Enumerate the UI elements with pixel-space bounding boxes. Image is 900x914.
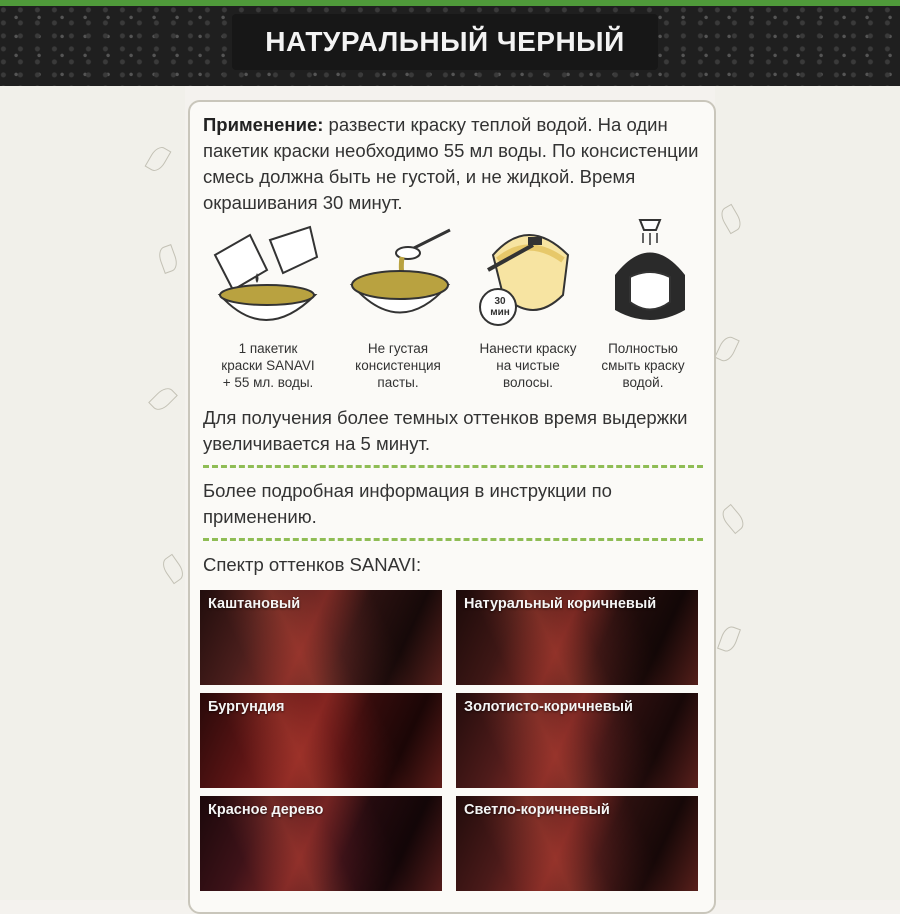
timer-badge: [486, 296, 514, 318]
step-caption-4: Полностью смыть краску водой.: [601, 341, 685, 390]
timer-value: 30: [494, 296, 506, 307]
rinse-hair-icon: [595, 215, 705, 330]
shade-swatch: [456, 796, 698, 891]
shade-swatch: [456, 693, 698, 788]
instructions-text: [203, 112, 703, 216]
instructions-body: развести краску теплой водой. На один пакетик краски необходимо 55 мл воды. По консистенции смесь должна быть не густой, и не жидкой. Время окрашивания 30 минут.: [203, 114, 699, 213]
shade-swatch: [200, 693, 442, 788]
shade-swatch: [200, 590, 442, 685]
shade-name: Золотисто-коричневый: [464, 699, 633, 715]
step-caption-1: 1 пакетик краски SANAVI + 55 мл. воды.: [221, 341, 315, 390]
leaf-icon: [159, 554, 187, 584]
leaf-icon: [717, 624, 741, 654]
darker-shade-note: Для получения более темных оттенков время выдержки увеличивается на 5 минут.: [203, 407, 688, 454]
left-decorative-side: [0, 86, 185, 900]
instructions-heading: Применение:: [203, 114, 324, 135]
shade-swatch: [200, 796, 442, 891]
packet-bowl-icon: [205, 215, 325, 330]
shade-name: Натуральный коричневый: [464, 596, 657, 612]
spectrum-heading: Спектр оттенков SANAVI:: [203, 554, 422, 575]
leaf-icon: [148, 384, 178, 414]
leaf-icon: [145, 144, 172, 175]
more-info-note: Более подробная информация в инструкции по применению.: [203, 480, 612, 527]
shade-title: НАТУРАЛЬНЫЙ ЧЕРНЫЙ: [265, 26, 625, 57]
shade-title-banner: [232, 14, 658, 70]
step-caption-2: Не густая консистенция пасты.: [355, 341, 441, 390]
leaf-icon: [718, 204, 745, 235]
shade-name: Каштановый: [208, 596, 301, 612]
dashed-divider: [203, 538, 703, 541]
timer-unit: мин: [490, 307, 510, 318]
shade-name: Красное дерево: [208, 802, 324, 818]
leaf-icon: [719, 504, 748, 534]
right-decorative-side: [715, 86, 900, 900]
leaf-icon: [714, 334, 739, 364]
paste-bowl-icon: [340, 215, 460, 330]
step-caption-3: Нанести краску на чистые волосы.: [479, 341, 577, 390]
shade-name: Светло-коричневый: [464, 802, 610, 818]
dashed-divider: [203, 465, 703, 468]
shade-name: Бургундия: [208, 699, 285, 715]
shade-swatch: [456, 590, 698, 685]
leaf-icon: [156, 244, 180, 274]
